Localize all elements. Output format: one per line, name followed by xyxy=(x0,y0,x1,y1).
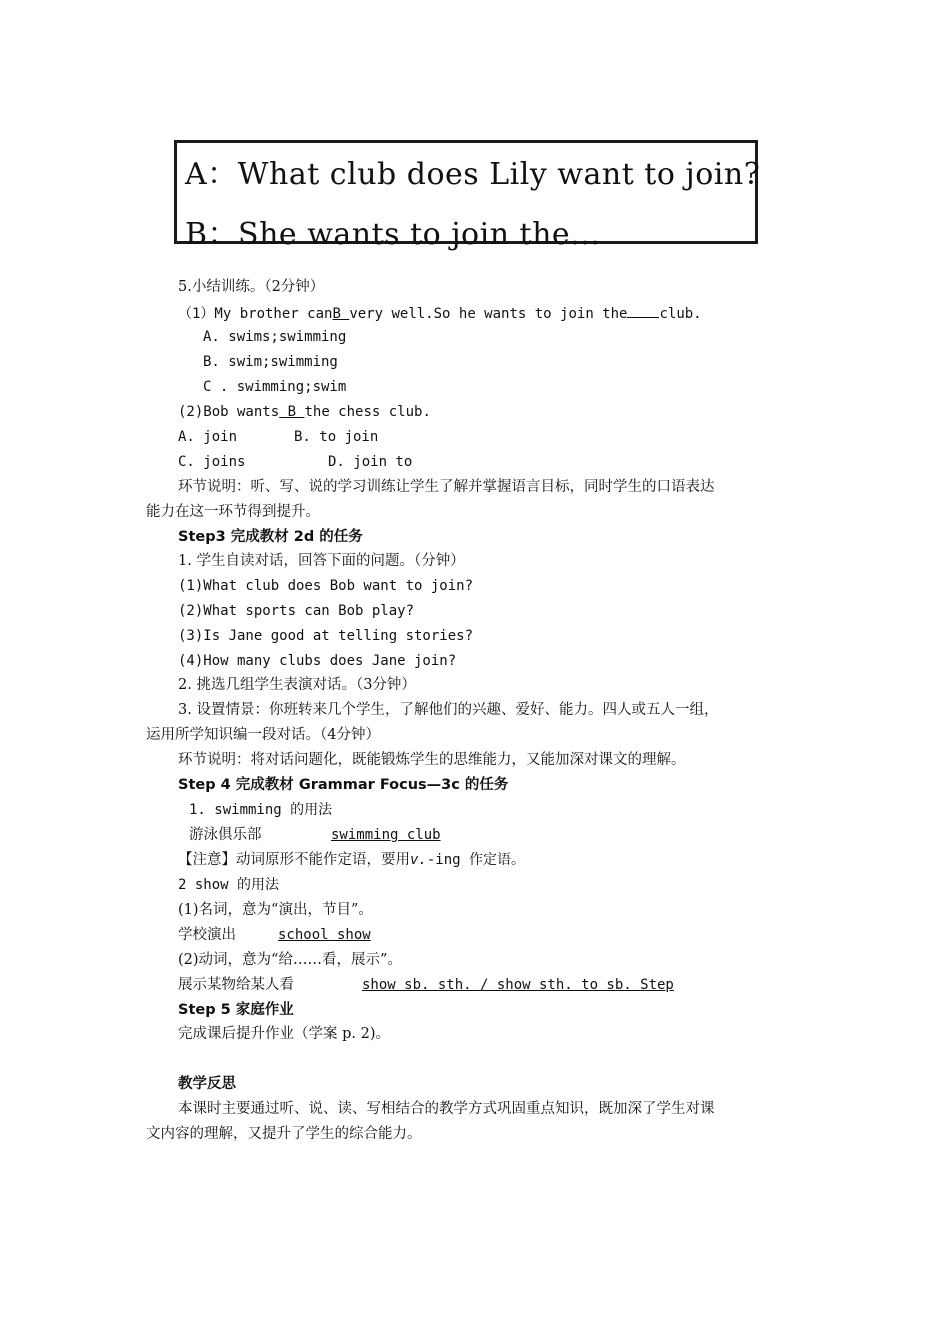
summary-note-line-1: 环节说明：听、写、说的学习训练让学生了解并掌握语言目标，同时学生的口语表达 xyxy=(178,479,715,495)
q1-option-c: C . swimming;swim xyxy=(203,379,347,395)
dialog-line-b: B：She wants to join the… xyxy=(185,217,601,252)
step3-note: 环节说明：将对话问题化，既能锻炼学生的思维能力，又能加深对课文的理解。 xyxy=(178,752,686,768)
step3-question-4: (4)How many clubs does Jane join? xyxy=(178,653,457,669)
step3-question-2: (2)What sports can Bob play? xyxy=(178,603,415,619)
question-1 xyxy=(178,302,702,324)
q2-option-d: D. join to xyxy=(328,454,413,470)
q2-option-a: A. join xyxy=(178,429,238,445)
q1-answer: B xyxy=(332,306,341,322)
q1-blank xyxy=(627,302,659,318)
step4-heading: Step 4 完成教材 Grammar Focus—3c 的任务 xyxy=(178,777,509,793)
show-sth-label: 展示某物给某人看 xyxy=(178,977,294,993)
q1-text-1: （1）My brother can xyxy=(178,306,333,322)
step3-item-2: 2. 挑选几组学生表演对话。（3分钟） xyxy=(178,677,416,693)
q1-option-a: A. swims;swimming xyxy=(203,329,347,345)
q2-text-1: (2)Bob wants xyxy=(178,404,280,420)
q1-option-b: B. swim;swimming xyxy=(203,354,338,370)
q2-answer: B xyxy=(287,404,297,420)
step3-item-3-line-2: 运用所学知识编一段对话。（4分钟） xyxy=(146,727,380,743)
swimming-club-label: 游泳俱乐部 xyxy=(189,827,262,843)
reflection-line-2: 文内容的理解，又提升了学生的综合能力。 xyxy=(146,1126,422,1142)
step3-item-1: 1. 学生自读对话，回答下面的问题。（分钟） xyxy=(178,553,465,569)
verb-meaning: (2)动词，意为“给……看，展示”。 xyxy=(178,952,402,968)
step4-item-1: 1. swimming 的用法 xyxy=(189,802,333,818)
dialog-image xyxy=(174,140,761,252)
step5-heading: Step 5 家庭作业 xyxy=(178,1002,294,1018)
swimming-club-answer: swimming club xyxy=(331,827,441,843)
step4-item-2: 2 show 的用法 xyxy=(178,877,280,893)
noun-meaning: (1)名词，意为“演出，节目”。 xyxy=(178,902,373,918)
dialog-line-a: A：What club does Lily want to join? xyxy=(185,157,761,192)
attention-note: 【注意】动词原形不能作定语，要用v.-ing 作定语。 xyxy=(178,852,526,868)
summary-heading: 5.小结训练。（2分钟） xyxy=(178,279,325,295)
show-sth-answer: show sb. sth. / show sth. to sb. Step xyxy=(362,977,674,993)
step3-item-3-line-1: 3. 设置情景：你班转来几个学生，了解他们的兴趣、爱好、能力。四人或五人一组， xyxy=(178,702,719,718)
q2-option-c: C. joins xyxy=(178,454,246,470)
school-show-label: 学校演出 xyxy=(178,927,236,943)
step3-question-1: (1)What club does Bob want to join? xyxy=(178,578,474,594)
school-show-answer: school show xyxy=(278,927,371,943)
q2-text-2: the chess club. xyxy=(304,404,431,420)
step3-heading: Step3 完成教材 2d 的任务 xyxy=(178,529,363,545)
q2-option-b: B. to join xyxy=(294,429,379,445)
reflection-heading: 教学反思 xyxy=(178,1076,236,1092)
homework-text: 完成课后提升作业（学案 p. 2)。 xyxy=(178,1026,390,1042)
reflection-line-1: 本课时主要通过听、说、读、写相结合的教学方式巩固重点知识，既加深了学生对课 xyxy=(178,1101,715,1117)
q1-text-2: very well.So he wants to join the xyxy=(349,306,628,322)
q1-text-3: club. xyxy=(659,306,702,322)
question-2 xyxy=(178,402,431,422)
step3-question-3: (3)Is Jane good at telling stories? xyxy=(178,628,474,644)
summary-note-line-2: 能力在这一环节得到提升。 xyxy=(146,504,320,520)
